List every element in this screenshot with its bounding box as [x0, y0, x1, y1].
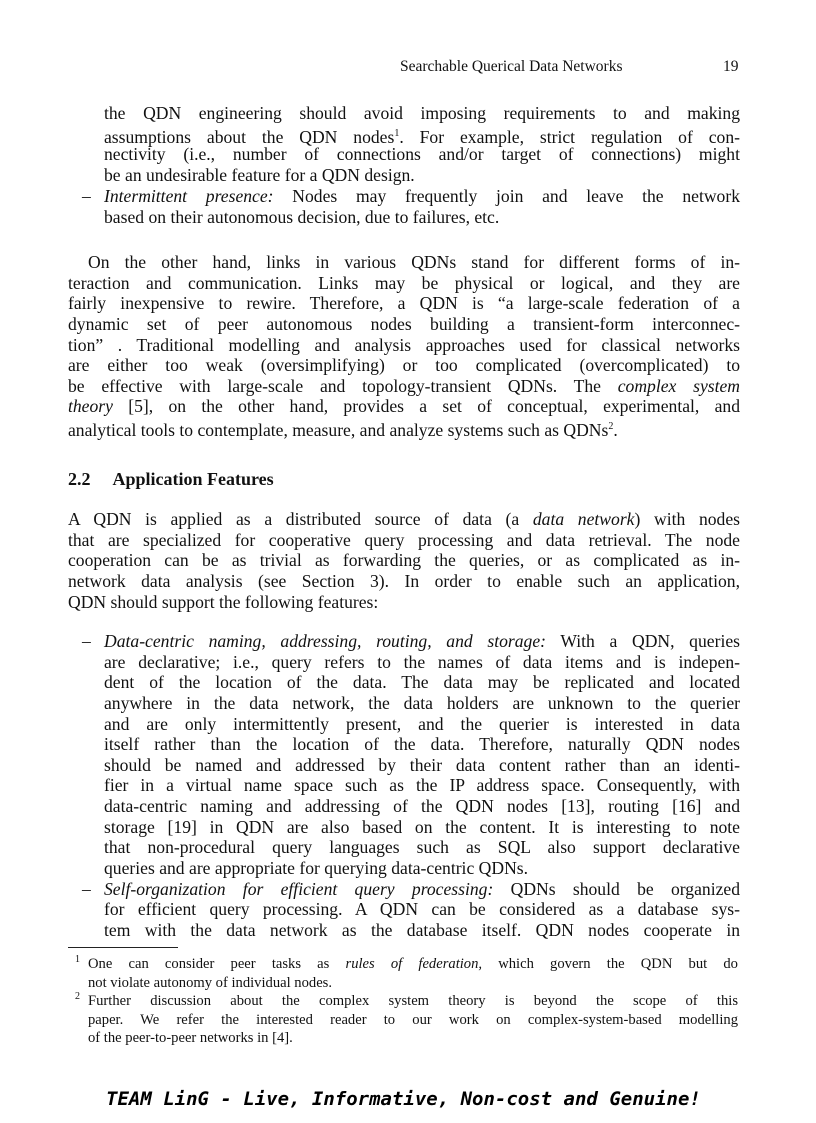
footnote-ref: 2: [608, 421, 614, 433]
text-line: [88, 992, 738, 1011]
text-segment: are declarative; i.e., query refers to the names of data items and is indepen-: [104, 651, 740, 672]
text-line: [68, 376, 740, 397]
text-line: [68, 252, 740, 273]
text-segment: [5], on the other hand, provides a set of conceptual, experimental, and: [112, 396, 740, 417]
text-line: [104, 207, 740, 228]
italic-text: Data-centric naming, addressing, routing, and storage:: [104, 631, 546, 651]
footnote-text: [88, 955, 738, 992]
text-segment: fier in a virtual name space such as the IP address space. Consequently, with: [104, 775, 740, 796]
list-item-text: [104, 631, 740, 879]
text-segment: . For example, strict regulation of con-: [399, 126, 740, 147]
text-segment: are either too weak (oversimplifying) or too complicated (overcomplicated) to: [68, 355, 740, 376]
text-line: [68, 550, 740, 571]
text-line: [104, 899, 740, 920]
text-line: [104, 124, 740, 145]
footnote-rule: [68, 947, 178, 948]
features-list: [82, 631, 740, 941]
footnote-mark: 2: [75, 991, 80, 1002]
text-segment: QDN should support the following features:: [68, 591, 379, 612]
text-line: [68, 273, 740, 294]
footnote-mark: 1: [75, 954, 80, 965]
text-segment: itself rather than the location of the data. Therefore, naturally QDN nodes: [104, 734, 740, 755]
list-item-data-centric: [82, 631, 740, 879]
watermark-footer: TEAM LinG - Live, Informative, Non-cost and Genuine!: [106, 1088, 701, 1110]
text-segment: nectivity (i.e., number of connections and/or target of connections) might: [104, 144, 740, 165]
text-line: [104, 858, 740, 879]
text-segment: for efficient query processing. A QDN can be considered as a database sys-: [104, 899, 740, 920]
list-item-text: [104, 186, 740, 227]
text-line: [68, 335, 740, 356]
text-line: [68, 571, 740, 592]
text-segment: assumptions about the QDN nodes: [104, 126, 395, 147]
italic-text: Intermittent presence:: [104, 186, 274, 206]
list-dash: –: [82, 631, 91, 651]
italic-text: complex system: [617, 375, 740, 396]
section-title: Application Features: [112, 469, 274, 489]
text-segment: which govern the QDN but do: [482, 956, 738, 972]
text-segment: be an undesirable feature for a QDN design.: [104, 164, 415, 185]
text-line: [104, 103, 740, 124]
text-segment: QDNs should be organized: [493, 878, 740, 899]
text-line: [68, 314, 740, 335]
text-line: [104, 165, 740, 186]
text-line: [88, 1029, 738, 1048]
list-dash: –: [82, 878, 91, 899]
text-segment: A QDN is applied as a distributed source of data (a: [68, 509, 533, 529]
text-line: [68, 417, 740, 441]
italic-text: data network: [532, 509, 635, 529]
text-segment: anywhere in the data network, the data holders are unknown to the querier: [104, 692, 740, 713]
text-line: [68, 592, 740, 613]
italic-text: rules of federation,: [345, 956, 483, 972]
text-segment: be effective with large-scale and topology-transient QDNs. The: [68, 375, 618, 396]
text-line: [104, 714, 740, 735]
text-segment: cooperation can be as trivial as forwarding the queries, or as complicated as in-: [68, 550, 740, 571]
footnote-text: [88, 992, 738, 1048]
text-segment: network data analysis (see Section 3). In order to enable such an application,: [68, 570, 740, 591]
text-line: [68, 509, 740, 530]
text-line: [104, 920, 740, 941]
text-segment: One can consider peer tasks as: [88, 956, 346, 972]
text-line: [104, 144, 740, 165]
text-line: [104, 796, 740, 817]
text-line: [68, 293, 740, 314]
text-line: [104, 652, 740, 673]
italic-text: Self-organization for efficient query processing:: [104, 878, 494, 899]
text-line: [104, 755, 740, 776]
text-segment: should be named and addressed by their data content rather than an identi-: [104, 754, 740, 775]
running-title: Searchable Querical Data Networks: [400, 58, 623, 75]
text-line: [68, 396, 740, 417]
page-number: 19: [723, 58, 739, 75]
text-line: [88, 955, 738, 974]
text-segment: ) with nodes: [634, 509, 740, 529]
list-dash: –: [82, 186, 91, 206]
text-line: [104, 672, 740, 693]
text-segment: data-centric naming and addressing of the QDN nodes [13], routing [16] and: [104, 796, 740, 817]
text-line: [104, 186, 740, 207]
text-segment: teraction and communication. Links may be physical or logical, and they are: [68, 272, 740, 293]
text-line: [88, 1011, 738, 1030]
text-segment: analytical tools to contemplate, measure, and analyze systems such as QDNs: [68, 420, 609, 441]
text-segment: .: [613, 420, 618, 441]
text-segment: not violate autonomy of individual nodes.: [88, 974, 333, 991]
list-item-self-organization: [82, 878, 740, 941]
text-line: [104, 631, 740, 652]
text-line: [104, 837, 740, 858]
paragraph-links: [68, 252, 740, 441]
text-segment: paper. We refer the interested reader to our work on complex-system-based modelling: [88, 1011, 738, 1028]
text-line: [68, 355, 740, 376]
list-item-intermittent-presence: [82, 186, 740, 227]
footnote-2: [75, 991, 738, 1048]
text-line: [68, 530, 740, 551]
text-segment: based on their autonomous decision, due to failures, etc.: [104, 206, 500, 227]
continued-list-text: [104, 103, 740, 186]
italic-text: theory: [68, 396, 113, 417]
text-line: [104, 734, 740, 755]
section-number: 2.2: [68, 469, 91, 489]
text-segment: of the peer-to-peer networks in [4].: [88, 1030, 293, 1047]
text-segment: Further discussion about the complex system theory is beyond the scope of this: [88, 993, 738, 1009]
footnote-ref: 1: [394, 127, 400, 139]
text-line: [104, 775, 740, 796]
footnote-1: [75, 954, 738, 992]
text-segment: With a QDN, queries: [546, 631, 740, 651]
text-segment: tion” . Traditional modelling and analysis approaches used for classical networks: [68, 334, 740, 355]
text-segment: Nodes may frequently join and leave the network: [273, 186, 740, 206]
text-segment: queries and are appropriate for querying data-centric QDNs.: [104, 858, 529, 879]
section-heading: [68, 469, 274, 490]
text-line: [104, 693, 740, 714]
text-segment: dent of the location of the data. The data may be replicated and located: [104, 672, 740, 693]
list-item-text: [104, 879, 740, 941]
text-segment: dynamic set of peer autonomous nodes building a transient-form interconnec-: [68, 313, 740, 334]
text-line: [88, 974, 738, 993]
text-segment: the QDN engineering should avoid imposing requirements to and making: [104, 103, 740, 123]
text-segment: fairly inexpensive to rewire. Therefore, a QDN is “a large-scale federation of a: [68, 293, 740, 314]
text-segment: that are specialized for cooperative query processing and data retrieval. The node: [68, 529, 740, 550]
text-segment: tem with the data network as the database itself. QDN nodes cooperate in: [104, 919, 740, 940]
text-segment: storage [19] in QDN are also based on the content. It is interesting to note: [104, 816, 740, 837]
text-line: [104, 879, 740, 900]
text-line: [104, 817, 740, 838]
text-segment: On the other hand, links in various QDNs stand for different forms of in-: [88, 252, 740, 272]
paragraph-application: [68, 509, 740, 612]
text-segment: that non-procedural query languages such as SQL also support declarative: [104, 837, 740, 858]
text-segment: and are only intermittently present, and the querier is interested in data: [104, 713, 740, 734]
